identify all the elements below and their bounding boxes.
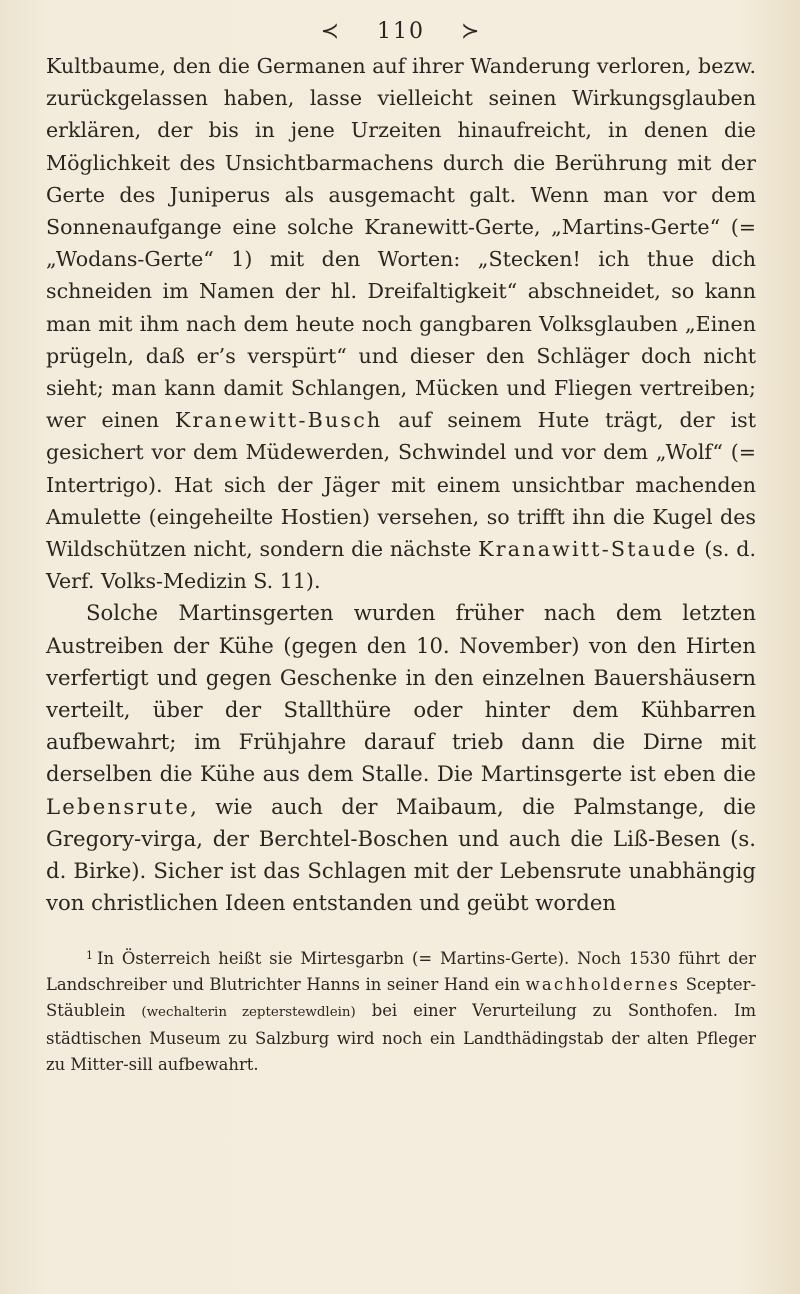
footnote-separator (46, 919, 756, 933)
paragraph (46, 597, 756, 919)
footnote-text: Scepter-Stäublein (46, 975, 756, 1021)
footnote-original-quote: (wechalterin zepterstewdlein) (141, 1005, 356, 1021)
spaced-term: Lebensrute (46, 793, 191, 819)
footnote-text: bei einer Verurteilung zu Sonthofen. Im städtischen Museum zu Salzburg wird noch ein Landthädingstab der alten Pfleger zu Mitter-sill aufbewahrt. (46, 1001, 756, 1075)
page-number: 110 (377, 19, 425, 44)
running-head (46, 14, 756, 50)
spaced-term: Kranawitt-Staude (478, 537, 698, 562)
footnote-marker: 1 (86, 949, 93, 963)
footnote (46, 943, 756, 1078)
body-text (46, 50, 756, 919)
header-left-ornament: ≺ (320, 19, 342, 44)
header-right-ornament: ≻ (460, 19, 482, 44)
text-run: , wie auch der Maibaum, die Palmstange, die Gregory-virga, der Berchtel-Boschen und auch die Liß-Besen (s. d. Birke). Sicher ist das Schlagen mit der Lebensrute unabhängig von christlichen Ideen entstanden und geübt worden (46, 793, 756, 916)
text-run: Solche Martinsgerten wurden früher nach dem letzten Austreiben der Kühe (gegen den 10. November) von den Hirten verfertigt und gegen Geschenke in den einzelnen Bauershäusern verteilt, über der Stallthüre oder hinter dem Kühbarren aufbewahrt; im Frühjahre darauf trieb dann die Dirne mit derselben die Kühe aus dem Stalle. Die Martinsgerte ist eben die (46, 600, 756, 787)
text-run: (s. d. Verf. Volks-Medizin S. 11). (46, 537, 756, 594)
spaced-term: Kranewitt-Busch (174, 408, 383, 433)
paragraph (46, 50, 756, 597)
footnote-spaced-term: wachholdernes (525, 975, 681, 995)
text-run: auf seinem Hute trägt, der ist gesichert vor dem Müdewerden, Schwindel und vor dem „Wolf“ (= Intertrigo). Hat sich der Jäger mit einem unsichtbar machenden Amulette (eingeheilte Hostien) versehen, so trifft ihn die Kugel des Wildschützen nicht, sondern die nächste (46, 408, 756, 562)
text-run: Kultbaume, den die Germanen auf ihrer Wanderung verloren, bezw. zurückgelassen haben, lasse vielleicht seinen Wirkungsglauben erklären, der bis in jene Urzeiten hinaufreicht, in denen die Möglichkeit des Unsichtbarmachens durch die Berührung mit der Gerte des Juniperus als ausgemacht galt. Wenn man vor dem Sonnenaufgange eine solche Kranewitt-Gerte, „Martins-Gerte“ (= „Wodans-Gerte“ 1) mit den Worten: „Stecken! ich thue dich schneiden im Namen der hl. Dreifaltigkeit“ abschneidet, so kann man mit ihm nach dem heute noch gangbaren Volksglauben „Einen prügeln, daß er’s verspürt“ und dieser den Schläger doch nicht sieht; man kann damit Schlangen, Mücken und Fliegen vertreiben; wer einen (46, 54, 756, 433)
footnote-text: In Österreich heißt sie Mirtesgarbn (= Martins-Gerte). Noch 1530 führt der Landschreiber und Blutrichter Hanns in seiner Hand ein (46, 949, 756, 995)
